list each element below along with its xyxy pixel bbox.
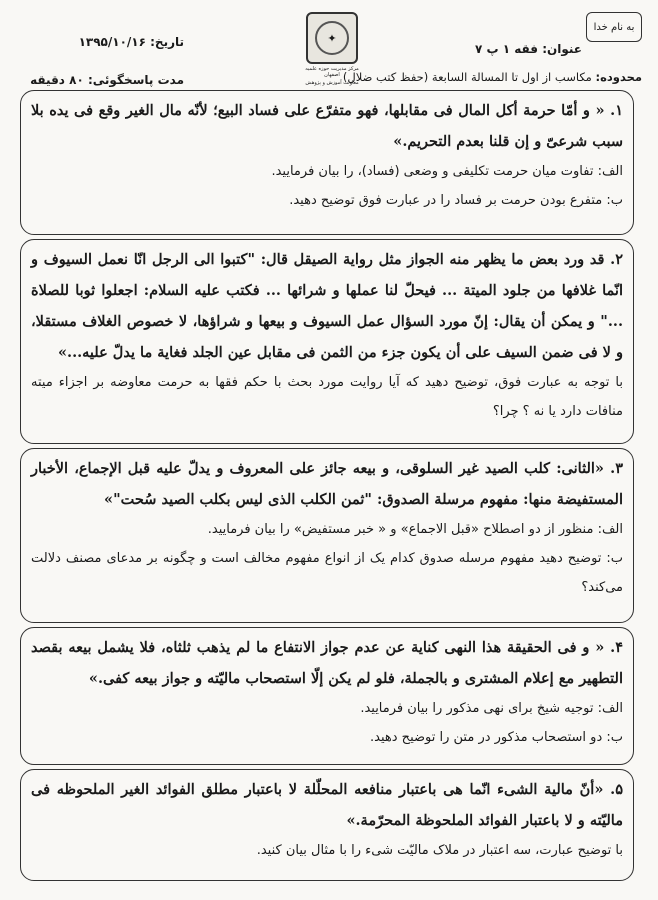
- scope-label: محدوده:: [595, 70, 642, 84]
- question-number: ۳.: [610, 460, 623, 477]
- question-part-a: الف: توجیه شیخ برای نهی مذکور را بیان فرمایید.: [360, 701, 623, 716]
- question-part-a: الف: تفاوت میان حرمت تکلیفی و وضعی (فساد)، را بیان فرمایید.: [271, 164, 623, 179]
- question-text: «أنّ مالیة الشیء انّما هی باعتبار منافعه المحلّلة لا باعتبار مطلق الفوائد الغیر الملحوظه فی مالیّته و لا باعتبار الفوائد الملحوظة المحرّمة.»: [31, 781, 623, 829]
- question-2: [20, 239, 634, 444]
- question-3: [20, 448, 634, 623]
- exam-header: [12, 12, 642, 87]
- question-part-a: با توضیح عبارت، سه اعتبار در ملاک مالیّت شیء را با مثال بیان کنید.: [256, 843, 623, 858]
- question-4: [20, 627, 634, 765]
- exam-duration: مدت پاسخگوئی: ۸۰ دقیقه: [30, 73, 184, 87]
- question-number: ۲.: [610, 251, 623, 268]
- header-info: [342, 12, 642, 84]
- question-part-a: الف: منظور از دو اصطلاح «قبل الاجماع» و « خبر مستفیض» را بیان فرمایید.: [207, 522, 623, 537]
- question-part-b: ب: متفرع بودن حرمت بر فساد را در عبارت فوق توضیح دهید.: [289, 193, 623, 208]
- logo-caption-2: معاونت آموزش و پژوهش: [305, 80, 359, 86]
- logo-caption-1: مرکز مدیریت حوزه علمیه اصفهان: [305, 66, 359, 78]
- question-text: « و أمّا حرمة أکل المال فی مقابلها، فهو متفرّع علی فساد البیع؛ لأنّه مال الغیر وقع فی یده بلا سبب شرعیّ و إن قلنا بعدم التحریم.»: [31, 102, 623, 150]
- question-part-a: با توجه به عبارت فوق، توضیح دهید که آیا روایت مورد بحث با حکم فقها به حرمت معاوضه بر اجزاء میته منافات دارد یا نه ؟ چرا؟: [31, 375, 623, 419]
- exam-title: عنوان: فقه ۱ پ ۷: [475, 42, 582, 56]
- exam-date: تاریخ: ۱۳۹۵/۱۰/۱۶: [78, 35, 184, 49]
- question-part-b: ب: دو استصحاب مذکور در متن را توضیح دهید.: [370, 730, 623, 745]
- seal-icon: ✦: [306, 12, 358, 64]
- question-number: ۵.: [610, 781, 623, 798]
- question-number: ۱.: [610, 102, 623, 119]
- question-number: ۴.: [610, 639, 623, 656]
- question-text: «الثانی: کلب الصید غیر السلوقی، و بیعه جائز علی المعروف و یدلّ علیه قبل الإجماع، الأخبار المستفیضة منها: مفهوم مرسلة الصدوق: "ثمن الکلب الذی لیس بکلب الصید سُحت"»: [31, 460, 623, 508]
- question-1: [20, 90, 634, 235]
- bismillah-box: به نام خدا: [586, 12, 642, 42]
- question-5: [20, 769, 634, 881]
- question-part-b: ب: توضیح دهید مفهوم مرسله صدوق کدام یک از انواع مفهوم مخالف است و چگونه بر مدعای مصنف دلالت می‌کند؟: [31, 551, 623, 595]
- scope-text: مکاسب از اول تا المسالة السابعة (حفظ کتب ضلال): [342, 70, 592, 84]
- question-text: قد ورد بعض ما یظهر منه الجواز مثل روایة الصیقل قال: "کتبوا الی الرجل انّا نعمل السیوف و انّما غلافها من جلود المیتة ... فیحلّ لنا عملها و شرائها ... فکتب علیه السلام: اجعلوا ثوبا للصلاة ..." و یمکن أن یقال: إنّ مورد السؤال عمل السیوف و بیعها و شراؤها، لا خصوص الغلاف مستقلا، و لا فی ضمن السیف علی أن یکون جزء من الثمن فی مقابل عین الجلد فغایة ما یدلّ علیه...»: [31, 251, 623, 361]
- question-text: « و فی الحقیقة هذا النهی کنایة عن عدم جواز الانتفاع ما لم یذهب ثلثاه، فلا یشمل بیعه بقصد التطهیر مع إعلام المشتری و بالجملة، فلو لم یکن إلّا استصحاب مالیّته و جواز بیعه کفی.»: [31, 639, 623, 687]
- header-meta: [12, 12, 212, 87]
- exam-scope: [343, 70, 642, 84]
